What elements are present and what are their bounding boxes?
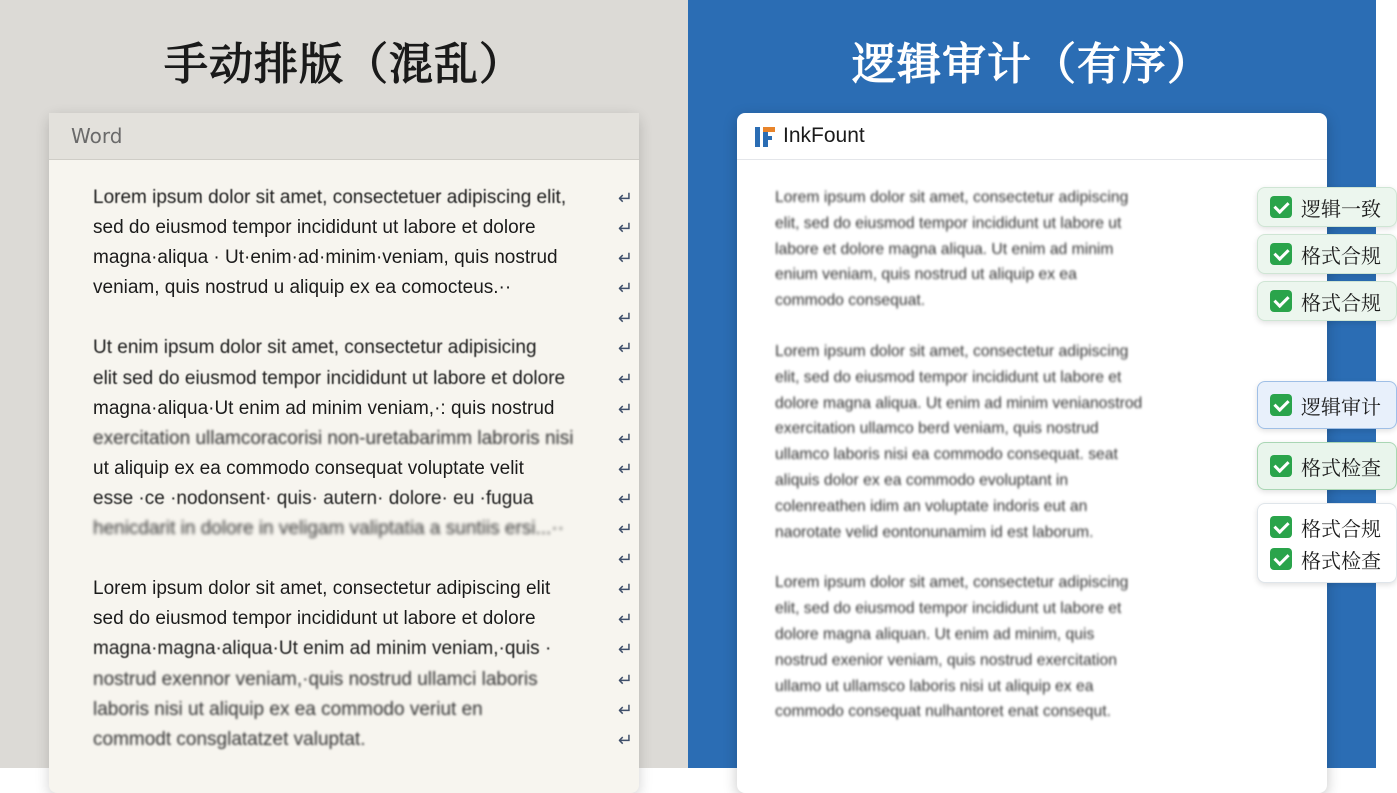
- document-paragraph: [775, 185, 1195, 314]
- document-line: [93, 695, 633, 725]
- line-text: elit, sed do eiusmod tempor incididunt ut labore et: [775, 600, 1122, 618]
- line-text: Lorem ipsum dolor sit amet, consectetur adipiscing: [775, 574, 1129, 592]
- paragraph-mark-icon: ↵: [617, 248, 633, 269]
- line-text: Ut enim ipsum dolor sit amet, consectetur adipisicing: [93, 337, 537, 359]
- logic-audit-panel: [688, 0, 1381, 768]
- document-line: [93, 273, 633, 303]
- checkbox-checked-icon: [1270, 394, 1292, 416]
- paragraph-mark-icon: ↵: [617, 699, 633, 720]
- paragraph-mark-icon: ↵: [617, 458, 633, 479]
- document-line: [93, 604, 633, 634]
- inkfount-logo-icon: [753, 124, 775, 148]
- badge-row: [1270, 511, 1384, 543]
- panel-title: 逻辑审计（有序）: [852, 39, 1212, 90]
- audit-badge: [1257, 187, 1397, 227]
- audit-badge: [1257, 281, 1397, 321]
- badge-label: 逻辑一致: [1301, 196, 1381, 221]
- line-text: esse ·ce ·nodonsent· quis· autern· dolore· eu ·fugua: [93, 487, 534, 509]
- manual-layout-panel: [0, 0, 688, 768]
- document-line: [93, 634, 633, 664]
- paragraph-mark-icon: ↵: [617, 579, 633, 600]
- audit-badge: [1257, 442, 1397, 490]
- document-line: [93, 424, 633, 454]
- badge-label: 格式合规: [1301, 290, 1381, 315]
- app-name: InkFount: [783, 124, 865, 147]
- line-text: Lorem ipsum dolor sit amet, consectetuer adipiscing elit,: [93, 187, 567, 208]
- line-text: Lorem ipsum dolor sit amet, consectetur adipiscing: [775, 189, 1129, 206]
- line-text: Lorem ipsum dolor sit amet, consectetur adipiscing: [775, 342, 1129, 360]
- badge-row: [1270, 238, 1384, 270]
- document-line: [93, 544, 633, 574]
- word-document-body[interactable]: [93, 183, 633, 755]
- badge-label: 格式检查: [1301, 455, 1381, 480]
- paragraph-mark-icon: ↵: [617, 278, 633, 299]
- document-line: [93, 394, 633, 424]
- paragraph-mark-icon: ↵: [617, 338, 633, 359]
- paragraph-mark-icon: ↵: [617, 519, 633, 540]
- line-text: sed do eiusmod tempor incididunt ut labore et dolore: [93, 608, 536, 630]
- badge-label: 格式检查: [1301, 548, 1381, 573]
- checkbox-checked-icon: [1270, 455, 1292, 477]
- paragraph-mark-icon: ↵: [617, 308, 633, 329]
- badge-row: [1270, 191, 1384, 223]
- document-line: [93, 333, 633, 363]
- line-text: exercitation ullamco berd veniam, quis nostrud: [775, 420, 1099, 438]
- line-text: exercitation ullamcoracorisi non-uretabarimm labroris nisi: [93, 427, 574, 449]
- line-text: Lorem ipsum dolor sit amet, consectetur adipiscing elit: [93, 578, 551, 600]
- document-line: [93, 454, 633, 484]
- line-text: enium veniam, quis nostrud ut aliquip ex ea: [775, 266, 1077, 284]
- panel-title: 手动排版（混乱）: [164, 39, 524, 90]
- checkbox-checked-icon: [1270, 548, 1292, 570]
- badge-row: [1270, 450, 1384, 482]
- document-line: [93, 665, 633, 695]
- document-line: [93, 514, 633, 544]
- line-text: elit, sed do eiusmod tempor incididunt ut labore ut: [775, 214, 1122, 232]
- line-text: labore et dolore magna aliqua. Ut enim ad minim: [775, 240, 1114, 258]
- line-text: commodo consequat.: [775, 292, 926, 310]
- checkbox-checked-icon: [1270, 196, 1292, 218]
- line-text: naorotate velid eontonunamim id est laborum.: [775, 523, 1094, 541]
- line-text: elit, sed do eiusmod tempor incididunt ut labore et: [775, 368, 1122, 386]
- line-text: commodo consequat nulhantoret enat consequt.: [775, 703, 1111, 721]
- badge-label: 逻辑审计: [1301, 394, 1381, 419]
- word-titlebar: Word: [49, 113, 639, 160]
- badge-label: 格式合规: [1301, 243, 1381, 268]
- line-text: commodt consglatatzet valuptat.: [93, 728, 366, 750]
- document-line: [93, 183, 633, 213]
- paragraph-mark-icon: ↵: [617, 188, 633, 208]
- paragraph-mark-icon: ↵: [617, 368, 633, 389]
- checkbox-checked-icon: [1270, 290, 1292, 312]
- line-text: laboris nisi ut aliquip ex ea commodo veriut en: [93, 698, 483, 720]
- word-window: [49, 113, 639, 793]
- badge-row: [1270, 389, 1384, 421]
- checkbox-checked-icon: [1270, 516, 1292, 538]
- paragraph-mark-icon: ↵: [617, 729, 633, 750]
- paragraph-mark-icon: ↵: [617, 488, 633, 509]
- line-text: dolore magna aliquan. Ut enim ad minim, quis: [775, 625, 1095, 643]
- paragraph-mark-icon: ↵: [617, 609, 633, 630]
- inkfount-document-body[interactable]: [775, 185, 1195, 750]
- line-text: aliquis dolor ex ea commodo evoluptant in: [775, 471, 1069, 489]
- checkbox-checked-icon: [1270, 243, 1292, 265]
- paragraph-mark-icon: ↵: [617, 549, 633, 570]
- line-text: magna·aliqua · Ut·enim·ad·minim·veniam, quis nostrud: [93, 247, 558, 269]
- paragraph-mark-icon: ↵: [617, 218, 633, 239]
- badge-row: [1270, 285, 1384, 317]
- paragraph-mark-icon: ↵: [617, 639, 633, 660]
- line-text: magna·magna·aliqua·Ut enim ad minim veniam,·quis ·: [93, 638, 552, 660]
- document-line: [93, 243, 633, 273]
- line-text: nostrud exennor veniam,·quis nostrud ullamci laboris: [93, 668, 538, 690]
- line-text: elit sed do eiusmod tempor incididunt ut labore et dolore: [93, 367, 566, 389]
- document-line: [93, 364, 633, 394]
- line-text: henicdarit in dolore in veligam valiptatia a suntiis ersi...··: [93, 518, 564, 540]
- paragraph-mark-icon: ↵: [617, 669, 633, 690]
- audit-badge: [1257, 234, 1397, 274]
- line-text: veniam, quis nostrud u aliquip ex ea comocteus.··: [93, 277, 512, 299]
- document-paragraph: [775, 339, 1195, 545]
- inkfount-window: [737, 113, 1381, 793]
- document-line: [93, 484, 633, 514]
- line-text: ut aliquip ex ea commodo consequat voluptate velit: [93, 457, 524, 479]
- inkfount-titlebar: [737, 113, 1327, 160]
- line-text: colenreathen idim an voluptate indoris eut an: [775, 497, 1088, 515]
- audit-badge: [1257, 503, 1397, 583]
- document-line: [93, 574, 633, 604]
- line-text: ullamo ut ullamsco laboris nisi ut aliquip ex ea: [775, 677, 1094, 695]
- line-text: ullamco laboris nisi ea commodo consequat. seat: [775, 446, 1118, 464]
- document-line: [93, 213, 633, 243]
- line-text: magna·aliqua·Ut enim ad minim veniam,·: quis nostrud: [93, 397, 555, 419]
- audit-badge: [1257, 381, 1397, 429]
- badge-label: 格式合规: [1301, 516, 1381, 541]
- line-text: dolore magna aliqua. Ut enim ad minim venianostrod: [775, 394, 1143, 412]
- document-paragraph: [775, 570, 1195, 725]
- document-line: [93, 725, 633, 755]
- line-text: nostrud exenior veniam, quis nostrud exercitation: [775, 651, 1117, 669]
- document-line: [93, 303, 633, 333]
- line-text: sed do eiusmod tempor incididunt ut labore et dolore: [93, 217, 536, 239]
- paragraph-mark-icon: ↵: [617, 398, 633, 419]
- badge-row: [1270, 543, 1384, 575]
- paragraph-mark-icon: ↵: [617, 428, 633, 449]
